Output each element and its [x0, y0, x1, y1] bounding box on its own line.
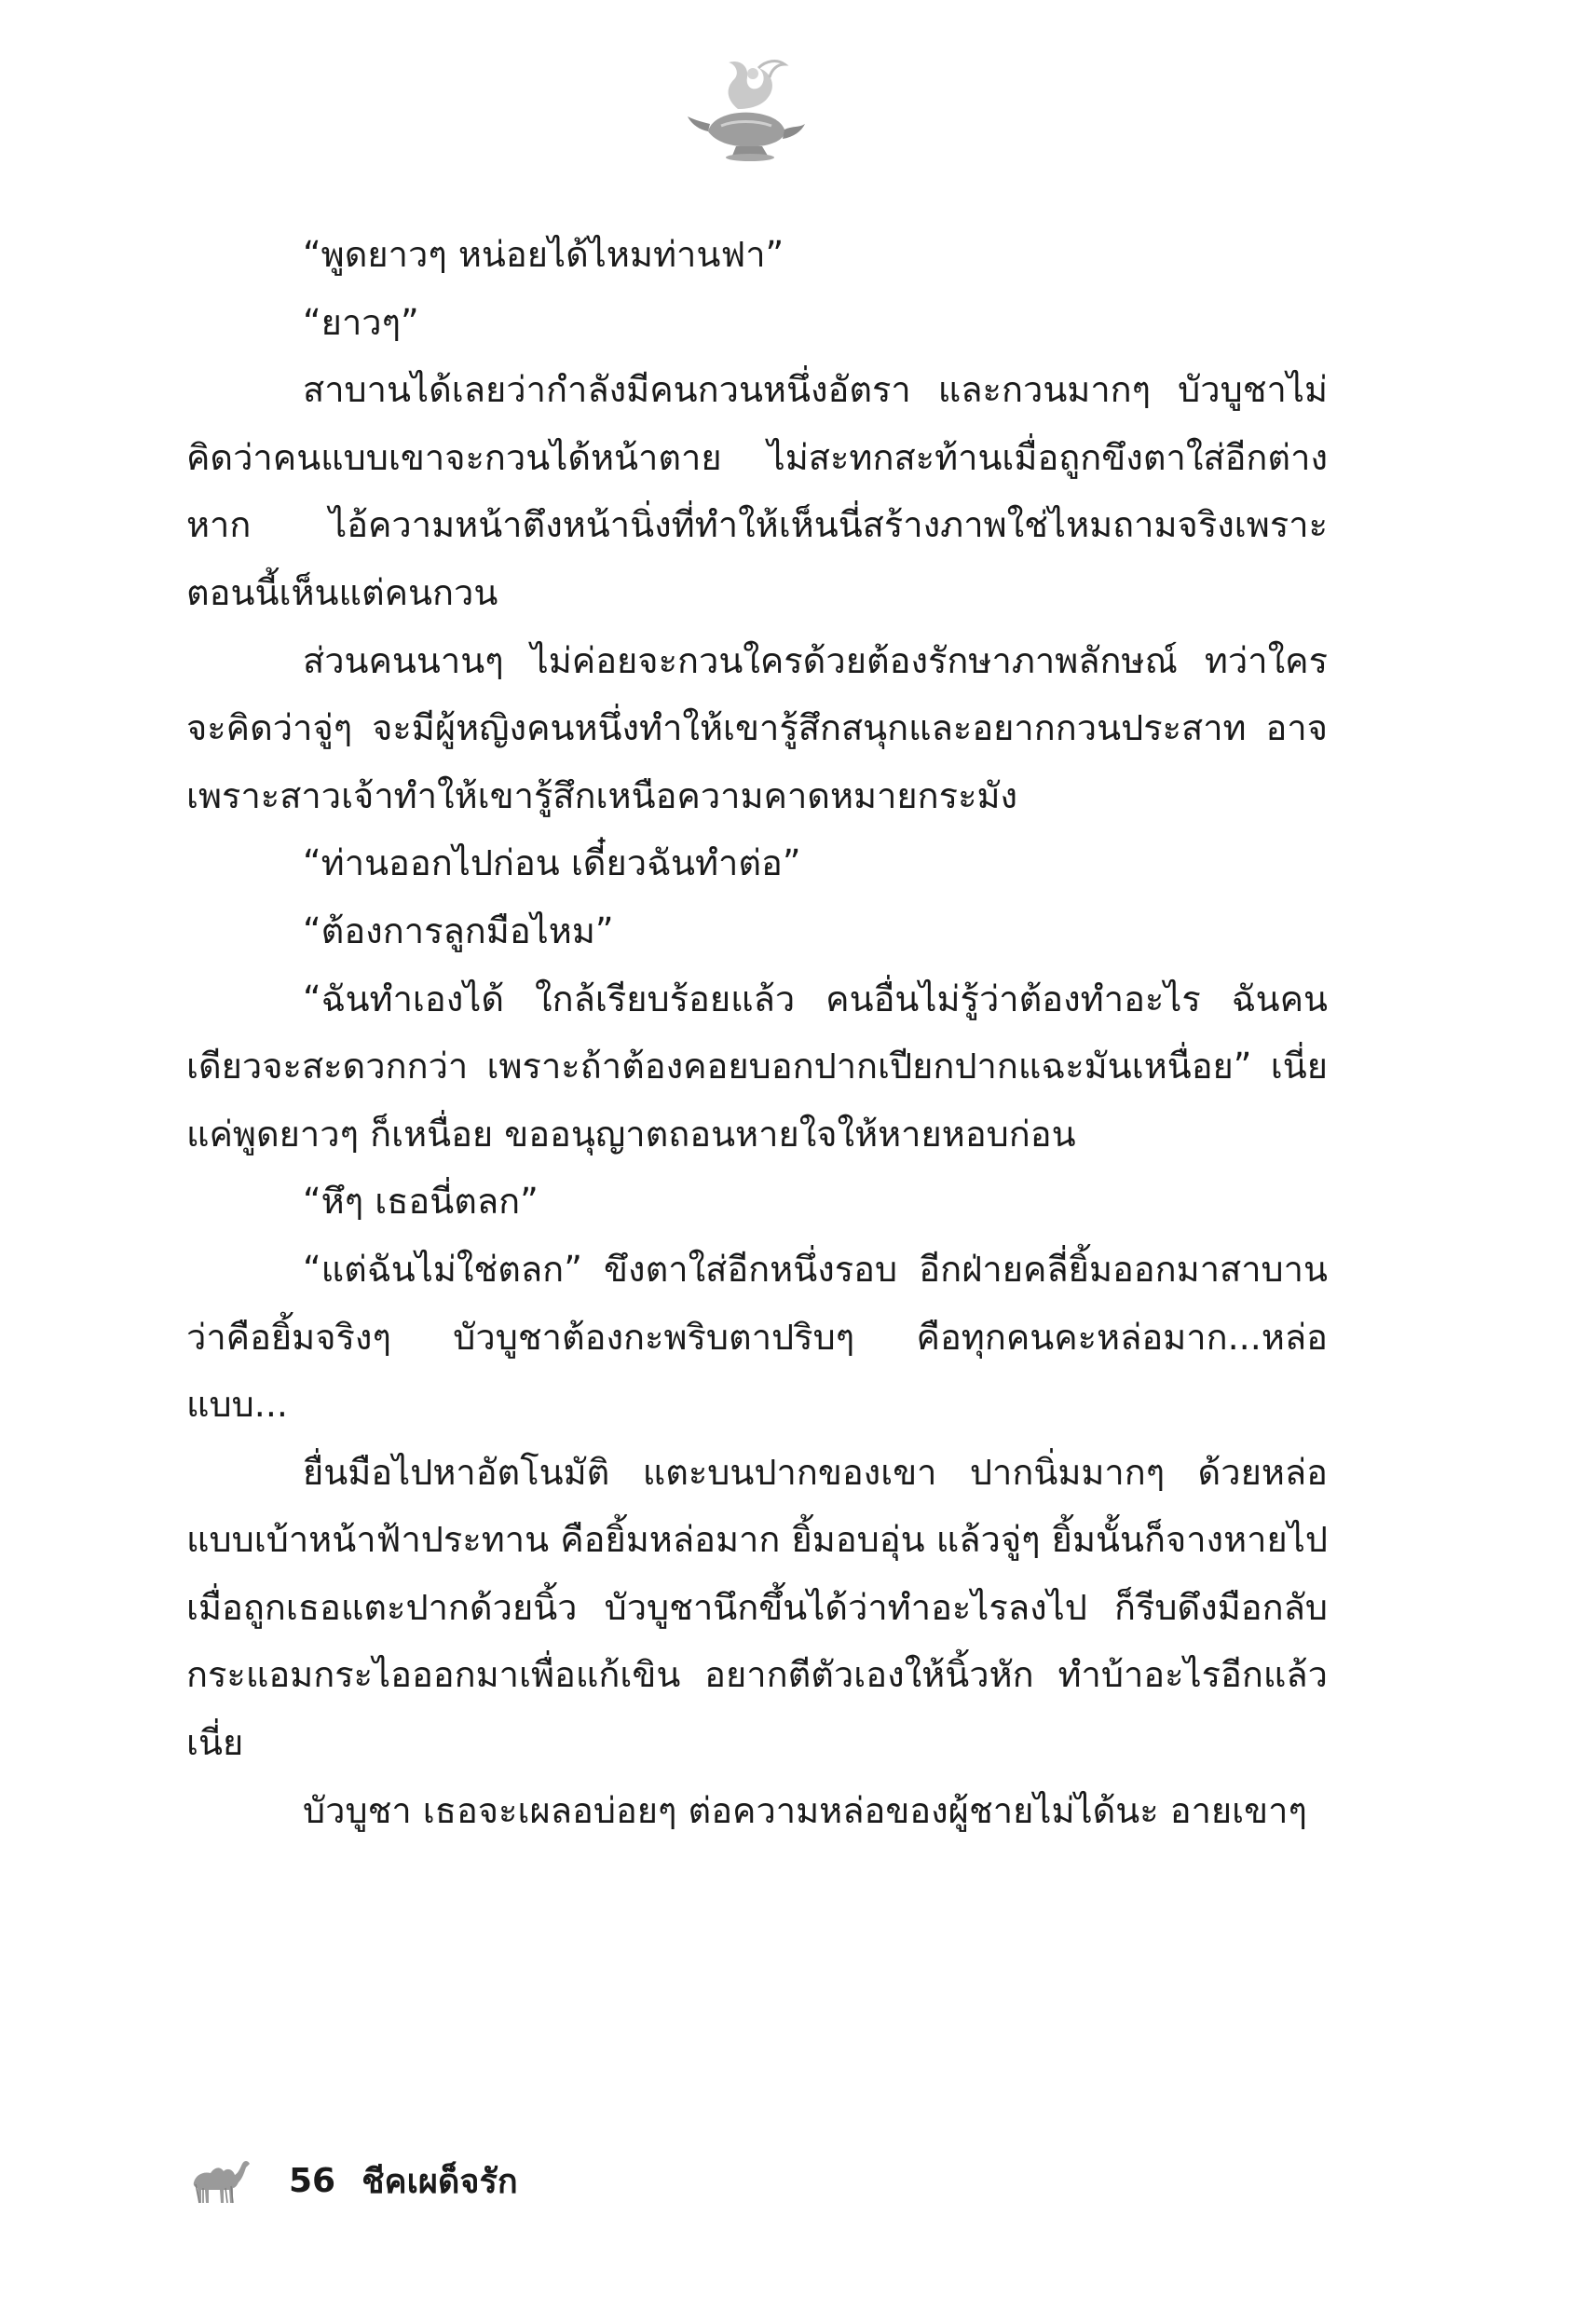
paragraph: “ฉันทำเองได้ ใกล้เรียบร้อยแล้ว คนอื่นไม่รู้ว่าต้องทำอะไร ฉันคนเดียวจะสะดวกกว่า เพราะถ้าต้องคอยบอกปากเปียกปากแฉะมันเหนื่อย” เนี่ยแค่พูดยาวๆ ก็เหนื่อย ขออนุญาตถอนหายใจให้หายหอบก่อน — [186, 978, 1328, 1155]
page-number: 56 — [289, 2161, 336, 2200]
page-footer — [186, 2153, 518, 2208]
paragraph: สาบานได้เลยว่ากำลังมีคนกวนหนึ่งอัตรา และกวนมากๆ บัวบูชาไม่คิดว่าคนแบบเขาจะกวนได้หน้าตาย ไม่สะทกสะท้านเมื่อถูกขึงตาใส่อีกต่างหาก ไอ้ความหน้าตึงหน้านิ่งที่ทำให้เห็นนี่สร้างภาพใช่ไหมถามจริงเพราะตอนนี้เห็นแต่คนกวน — [186, 369, 1328, 613]
body-text — [186, 221, 1328, 1844]
book-title: ชีคเผด็จรัก — [361, 2162, 518, 2201]
paragraph: ส่วนคนนานๆ ไม่ค่อยจะกวนใครด้วยต้องรักษาภาพลักษณ์ ทว่าใครจะคิดว่าจู่ๆ จะมีผู้หญิงคนหนึ่งทำให้เขารู้สึกสนุกและอยากกวนประสาท อาจเพราะสาวเจ้าทำให้เขารู้สึกเหนือความคาดหมายกระมัง — [186, 639, 1328, 816]
paragraph: ยื่นมือไปหาอัตโนมัติ แตะบนปากของเขา ปากนิ่มมากๆ ด้วยหล่อแบบเบ้าหน้าฟ้าประทาน คือยิ้มหล่อมาก ยิ้มอบอุ่น แล้วจู่ๆ ยิ้มนั้นก็จางหายไปเมื่อถูกเธอแตะปากด้วยนิ้ว บัวบูชานึกขึ้นได้ว่าทำอะไรลงไป ก็รีบดึงมือกลับ กระแอมกระไอออกมาเพื่อแก้เขิน อยากตีตัวเองให้นิ้วหัก ทำบ้าอะไรอีกแล้วเนี่ย — [186, 1451, 1328, 1764]
paragraph: “ต้องการลูกมือไหม” — [303, 909, 614, 951]
camel-icon — [186, 2154, 252, 2207]
paragraph: “แต่ฉันไม่ใช่ตลก” ขึงตาใส่อีกหนึ่งรอบ อีกฝ่ายคลี่ยิ้มออกมาสาบานว่าคือยิ้มจริงๆ บัวบูชาต้องกะพริบตาปริบๆ คือทุกคนคะหล่อมาก...หล่อแบบ... — [186, 1248, 1328, 1426]
paragraph: “หึๆ เธอนี่ตลก” — [303, 1181, 539, 1223]
paragraph: บัวบูชา เธอจะเผลอบ่อยๆ ต่อความหล่อของผู้ชายไม่ได้นะ อายเขาๆ — [303, 1789, 1307, 1831]
paragraph: “ท่านออกไปก่อน เดี๋ยวฉันทำต่อ” — [303, 842, 801, 884]
paragraph: “ยาวๆ” — [303, 301, 419, 343]
paragraph: “พูดยาวๆ หน่อยได้ไหมท่านฟา” — [303, 234, 784, 275]
genie-lamp-icon — [680, 51, 820, 168]
